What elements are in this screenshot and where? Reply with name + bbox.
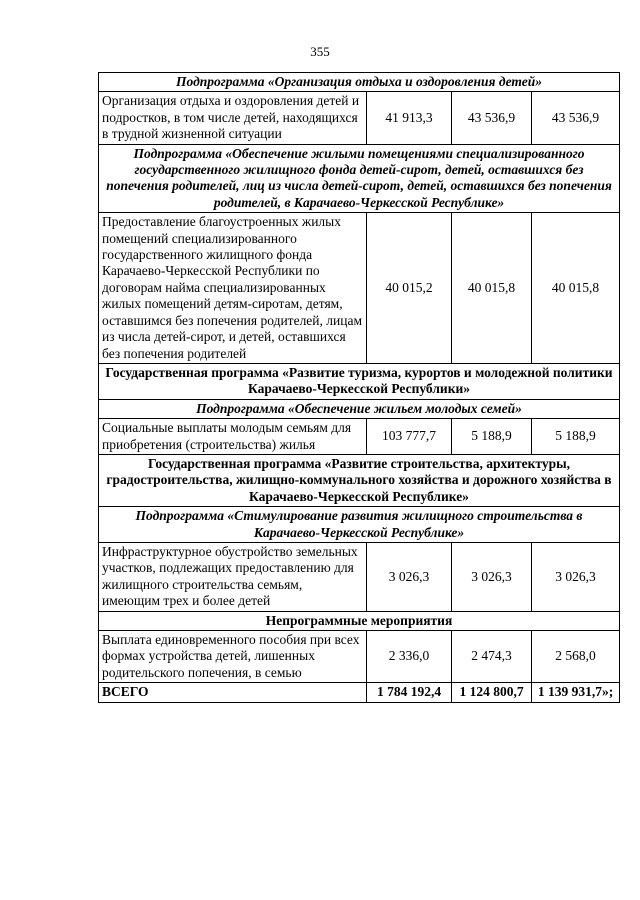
subprogram-heading: Подпрограмма «Обеспечение жильем молодых семей» [99, 399, 620, 418]
subprogram-heading: Подпрограмма «Стимулирование развития жилищного строительства в Карачаево-Черкесской Республике» [99, 507, 620, 543]
total-value: 1 124 800,7 [452, 683, 532, 702]
value-cell: 3 026,3 [452, 542, 532, 611]
page-number: 355 [310, 44, 330, 59]
value-cell: 2 336,0 [367, 631, 452, 683]
section-row [99, 611, 620, 630]
table-row [99, 213, 620, 364]
value-cell: 5 188,9 [532, 419, 620, 455]
value-cell: 43 536,9 [532, 92, 620, 144]
section-row [99, 363, 620, 399]
non-program-heading: Непрограммные мероприятия [99, 611, 620, 630]
value-cell: 103 777,7 [367, 419, 452, 455]
section-row [99, 144, 620, 213]
total-label: ВСЕГО [99, 683, 367, 702]
subprogram-heading: Подпрограмма «Обеспечение жилыми помещениями специализированного государственного жилищного фонда детей-сирот, детей, оставшихся без попечения родителей, лиц из числа детей-сирот, детей, оставшихся без попечения родителей, в Карачаево-Черкесской Республике» [99, 144, 620, 213]
table-row [99, 631, 620, 683]
value-cell: 2 568,0 [532, 631, 620, 683]
total-value: 1 784 192,4 [367, 683, 452, 702]
value-cell: 3 026,3 [367, 542, 452, 611]
value-cell: 43 536,9 [452, 92, 532, 144]
table-row [99, 419, 620, 455]
program-heading: Государственная программа «Развитие строительства, архитектуры, градостроительства, жилищно-коммунального хозяйства и дорожного хозяйства в Карачаево-Черкесской Республике» [99, 454, 620, 506]
value-cell: 3 026,3 [532, 542, 620, 611]
value-cell: 40 015,2 [367, 213, 452, 364]
table-row [99, 542, 620, 611]
row-description: Социальные выплаты молодым семьям для приобретения (строительства) жилья [99, 419, 367, 455]
value-cell: 41 913,3 [367, 92, 452, 144]
value-cell: 5 188,9 [452, 419, 532, 455]
program-heading: Государственная программа «Развитие туризма, курортов и молодежной политики Карачаево-Черкесской Республики» [99, 363, 620, 399]
row-description: Предоставление благоустроенных жилых помещений специализированного государственного жилищного фонда Карачаево-Черкесской Республики по договорам найма специализированных жилых помещений детям-сиротам, детям, оставшимся без попечения родителей, лицам из числа детей-сирот, и детей, оставшихся без попечения родителей [99, 213, 367, 364]
section-row [99, 73, 620, 92]
value-cell: 40 015,8 [452, 213, 532, 364]
section-row [99, 454, 620, 506]
row-description: Инфраструктурное обустройство земельных участков, подлежащих предоставлению для жилищного строительства семьям, имеющим трех и более детей [99, 542, 367, 611]
budget-table [98, 72, 620, 703]
total-value: 1 139 931,7»; [532, 683, 620, 702]
total-row [99, 683, 620, 702]
subprogram-heading: Подпрограмма «Организация отдыха и оздоровления детей» [99, 73, 620, 92]
value-cell: 2 474,3 [452, 631, 532, 683]
value-cell: 40 015,8 [532, 213, 620, 364]
row-description: Организация отдыха и оздоровления детей и подростков, в том числе детей, находящихся в трудной жизненной ситуации [99, 92, 367, 144]
row-description: Выплата единовременного пособия при всех формах устройства детей, лишенных родительского попечения, в семью [99, 631, 367, 683]
table-row [99, 92, 620, 144]
section-row [99, 507, 620, 543]
section-row [99, 399, 620, 418]
